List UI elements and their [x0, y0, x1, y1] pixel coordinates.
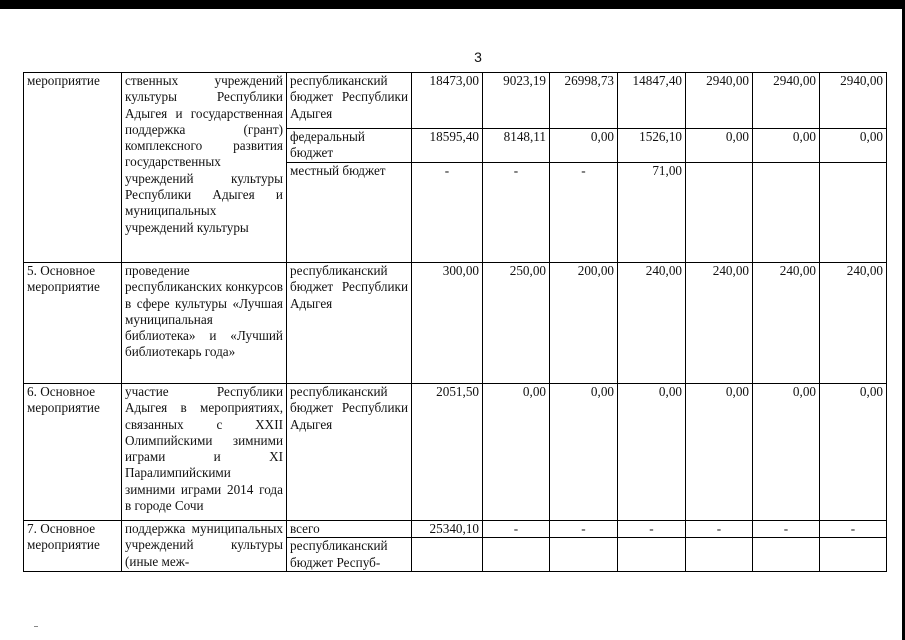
- value-cell: [820, 163, 887, 263]
- value-cell: 0,00: [686, 384, 753, 521]
- value-cell: 240,00: [686, 263, 753, 384]
- event-cell: 6. Основное мероприятие: [24, 384, 122, 521]
- value-cell: 0,00: [550, 384, 618, 521]
- value-cell: 300,00: [412, 263, 483, 384]
- value-cell: -: [753, 521, 820, 538]
- value-cell: 8148,11: [483, 129, 550, 163]
- table-row: [24, 73, 887, 129]
- value-cell: 240,00: [618, 263, 686, 384]
- value-cell: -: [618, 521, 686, 538]
- description-cell: проведение республиканских конкурсов в сфере культуры «Лучшая муниципальная библиотека» и «Лучший библиотекарь года»: [122, 263, 287, 384]
- value-cell: 0,00: [686, 129, 753, 163]
- source-cell: местный бюджет: [287, 163, 412, 263]
- source-cell: республиканский бюджет Респуб-: [287, 538, 412, 572]
- value-cell: 14847,40: [618, 73, 686, 129]
- event-cell: 7. Основное мероприятие: [24, 521, 122, 572]
- table-row: [24, 263, 887, 384]
- value-cell: 0,00: [550, 129, 618, 163]
- value-cell: -: [820, 521, 887, 538]
- value-cell: 240,00: [820, 263, 887, 384]
- value-cell: -: [412, 163, 483, 263]
- value-cell: 0,00: [618, 384, 686, 521]
- value-cell: 0,00: [483, 384, 550, 521]
- value-cell: 18473,00: [412, 73, 483, 129]
- source-cell: федеральный бюджет: [287, 129, 412, 163]
- source-cell: всего: [287, 521, 412, 538]
- value-cell: 26998,73: [550, 73, 618, 129]
- event-cell: мероприятие: [24, 73, 122, 263]
- table-row: [24, 521, 887, 538]
- value-cell: 2940,00: [820, 73, 887, 129]
- value-cell: [618, 538, 686, 572]
- value-cell: [412, 538, 483, 572]
- scan-top-border: [0, 0, 905, 9]
- value-cell: 9023,19: [483, 73, 550, 129]
- budget-table: [23, 72, 887, 572]
- event-cell: 5. Основное мероприятие: [24, 263, 122, 384]
- value-cell: 2940,00: [686, 73, 753, 129]
- value-cell: 240,00: [753, 263, 820, 384]
- value-cell: [483, 538, 550, 572]
- source-cell: республиканский бюджет Республики Адыгея: [287, 263, 412, 384]
- page-number: 3: [474, 49, 482, 65]
- value-cell: [753, 163, 820, 263]
- scan-speck: [34, 626, 38, 627]
- description-cell: поддержка муниципальных учреждений культуры (иные меж-: [122, 521, 287, 572]
- value-cell: [753, 538, 820, 572]
- value-cell: 1526,10: [618, 129, 686, 163]
- value-cell: 0,00: [820, 129, 887, 163]
- value-cell: -: [483, 521, 550, 538]
- value-cell: 0,00: [753, 384, 820, 521]
- value-cell: -: [550, 163, 618, 263]
- value-cell: -: [483, 163, 550, 263]
- value-cell: 0,00: [753, 129, 820, 163]
- value-cell: 200,00: [550, 263, 618, 384]
- value-cell: 25340,10: [412, 521, 483, 538]
- value-cell: 2051,50: [412, 384, 483, 521]
- value-cell: -: [686, 521, 753, 538]
- value-cell: [550, 538, 618, 572]
- value-cell: 0,00: [820, 384, 887, 521]
- source-cell: республиканский бюджет Республики Адыгея: [287, 384, 412, 521]
- table-row: [24, 384, 887, 521]
- description-cell: участие Республики Адыгея в мероприятиях, связанных с XXII Олимпийскими зимними играми и XI Паралимпийскими зимними играми 2014 года в городе Сочи: [122, 384, 287, 521]
- value-cell: 18595,40: [412, 129, 483, 163]
- value-cell: 250,00: [483, 263, 550, 384]
- value-cell: [686, 538, 753, 572]
- value-cell: 2940,00: [753, 73, 820, 129]
- value-cell: [686, 163, 753, 263]
- source-cell: республиканский бюджет Республики Адыгея: [287, 73, 412, 129]
- value-cell: [820, 538, 887, 572]
- value-cell: -: [550, 521, 618, 538]
- description-cell: ственных учреждений культуры Республики Адыгея и государственная поддержка (грант) комплексного развития государственных учреждений культуры Республики Адыгея и муниципальных учреждений культуры: [122, 73, 287, 263]
- value-cell: 71,00: [618, 163, 686, 263]
